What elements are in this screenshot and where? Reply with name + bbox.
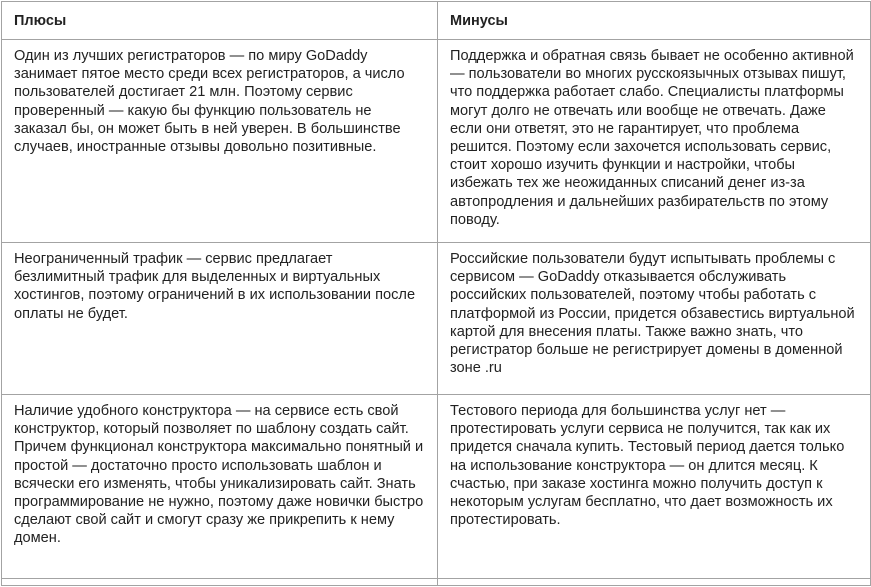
pros-cell: Один из лучших регистраторов — по миру GoDaddy занимает пятое место среди всех регистраторов, а число пользователей достигает 21 млн. Поэтому сервис проверенный — какую бы функцию пользователь не заказал бы, он может быть в ней уверен. В большинстве случаев, иностранные отзывы довольно позитивные. <box>2 40 438 243</box>
pros-cell: Неограниченный трафик — сервис предлагает безлимитный трафик для выделенных и виртуальных хостингов, поэтому ограничений в их использовании после оплаты не будет. <box>2 243 438 395</box>
cons-header: Минусы <box>438 2 871 40</box>
table-header-row <box>2 2 871 40</box>
table-row-partial <box>2 579 871 586</box>
pros-cons-table <box>1 1 871 586</box>
cons-cell: Российские пользователи будут испытывать проблемы с сервисом — GoDaddy отказывается обслуживать российских пользователей, поэтому чтобы работать с платформой из России, придется обзавестись виртуальной картой для внесения платы. Также важно знать, что регистратор больше не регистрирует домены в доменной зоне .ru <box>438 243 871 395</box>
empty-cell <box>438 579 871 586</box>
table-row <box>2 40 871 243</box>
cons-cell: Поддержка и обратная связь бывает не особенно активной — пользователи во многих русскоязычных отзывах пишут, что поддержка работает слабо. Специалисты платформы могут долго не отвечать или вообще не отвечать. Даже если они ответят, это не гарантирует, что проблема решится. Поэтому если захочется использовать сервис, стоит хорошо изучить функции и настройки, чтобы избежать тех же неожиданных списаний денег из-за автопродления и дальнейших разбирательств по этому поводу. <box>438 40 871 243</box>
table-row <box>2 395 871 579</box>
pros-header: Плюсы <box>2 2 438 40</box>
pros-cell: Наличие удобного конструктора — на сервисе есть свой конструктор, который позволяет по шаблону создать сайт. Причем функционал конструктора максимально понятный и простой — достаточно просто использовать шаблон и всячески его изменять, чтобы уникализировать сайт. Знать программирование не нужно, поэтому даже новички быстро сделают свой сайт и смогут сразу же прикрепить к нему домен. <box>2 395 438 579</box>
table-row <box>2 243 871 395</box>
cons-cell: Тестового периода для большинства услуг нет — протестировать услуги сервиса не получится, так как их придется сначала купить. Тестовый период дается только на использование конструктора — он длится месяц. К счастью, при заказе хостинга можно получить доступ к некоторым услугам бесплатно, что дает возможность их протестировать. <box>438 395 871 579</box>
empty-cell <box>2 579 438 586</box>
